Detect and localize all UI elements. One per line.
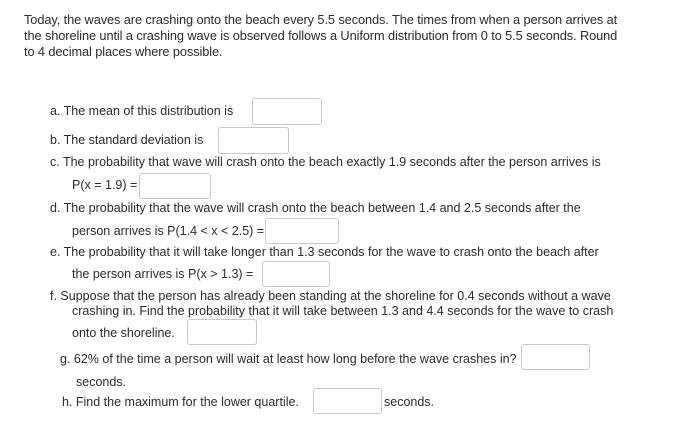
question-f-line-3: onto the shoreline. <box>72 326 175 340</box>
probability-exact-input[interactable] <box>139 173 211 199</box>
intro-line-2: the shoreline until a crashing wave is observed follows a Uniform distribution from 0 to 5.5 seconds. Round <box>24 28 618 43</box>
intro-line-3: to 4 decimal places where possible. <box>24 44 223 59</box>
question-c-line-2: P(x = 1.9) = <box>72 178 138 192</box>
mean-answer-input[interactable] <box>252 98 322 125</box>
question-g-line-1: g. 62% of the time a person will wait at least how long before the wave crashes in? <box>60 352 517 366</box>
conditional-probability-input[interactable] <box>187 319 257 345</box>
question-d-line-1: d. The probability that the wave will crash onto the beach between 1.4 and 2.5 seconds after the <box>50 201 581 215</box>
intro-line-1: Today, the waves are crashing onto the beach every 5.5 seconds. The times from when a person arrives at <box>24 12 618 27</box>
question-h-suffix: seconds. <box>384 395 435 409</box>
question-b-text: b. The standard deviation is <box>50 133 204 147</box>
question-a-text: a. The mean of this distribution is <box>50 104 234 118</box>
standard-deviation-input[interactable] <box>218 127 289 154</box>
wait-time-input[interactable] <box>521 344 590 370</box>
question-c-line-1: c. The probability that wave will crash onto the beach exactly 1.9 seconds after the person arrives is <box>50 155 601 169</box>
probability-greater-input[interactable] <box>262 261 330 287</box>
probability-between-input[interactable] <box>265 218 339 244</box>
question-f-line-2: crashing in. Find the probability that it will take between 1.3 and 4.4 seconds for the wave to crash <box>72 304 614 318</box>
question-d-line-2: person arrives is P(1.4 < x < 2.5) = <box>72 224 265 238</box>
question-f-line-1: f. Suppose that the person has already been standing at the shoreline for 0.4 seconds without a wave <box>50 289 611 303</box>
lower-quartile-input[interactable] <box>313 388 382 414</box>
question-h-text: h. Find the maximum for the lower quartile. <box>62 395 299 409</box>
question-e-line-2: the person arrives is P(x > 1.3) = <box>72 267 254 281</box>
question-g-line-2: seconds. <box>76 375 127 389</box>
question-e-line-1: e. The probability that it will take longer than 1.3 seconds for the wave to crash onto the beach after <box>50 245 599 259</box>
